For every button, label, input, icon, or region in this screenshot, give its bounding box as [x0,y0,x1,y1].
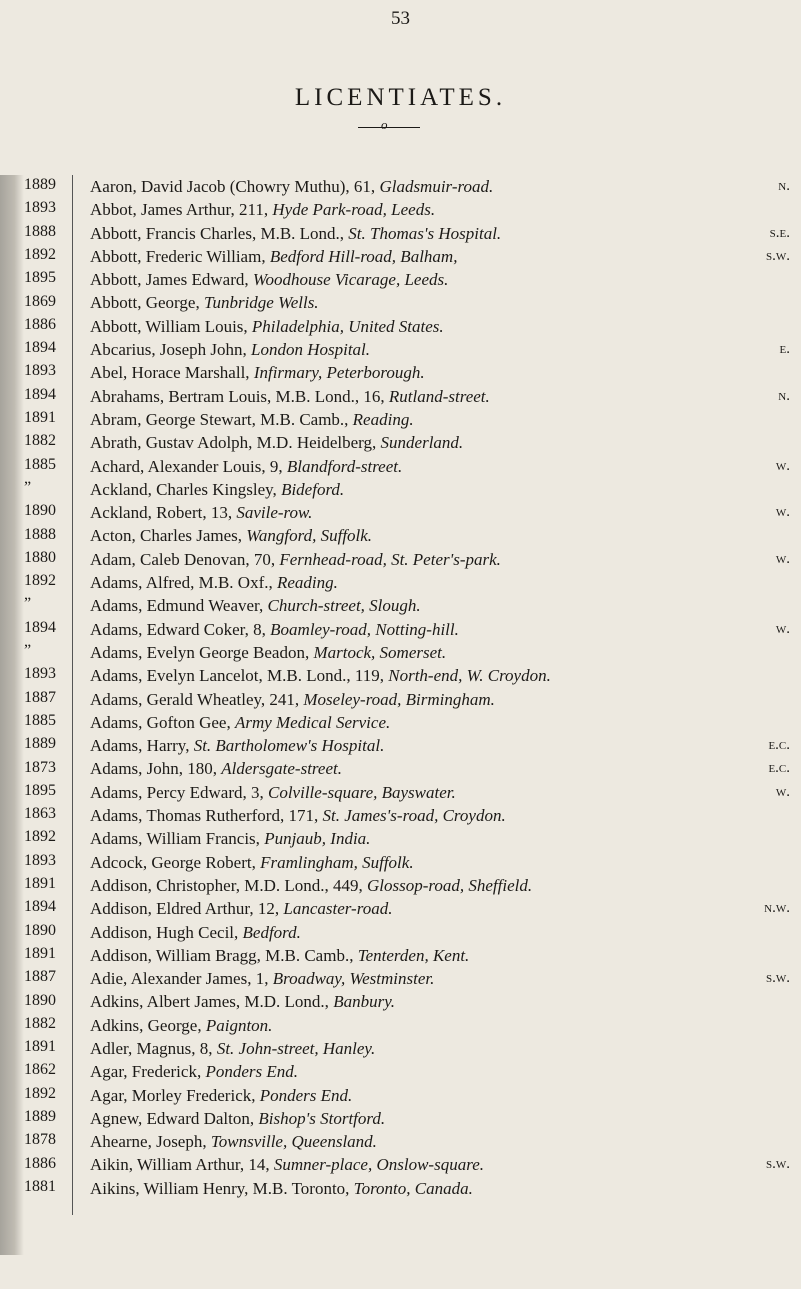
entry-name: Agar, Frederick, [90,1062,202,1082]
year-entry: ” [24,478,32,496]
list-item [90,1084,790,1107]
year-entry: 1887 [24,968,56,986]
list-item [90,431,790,454]
entry-district: e.c. [768,737,790,754]
list-item [90,734,790,757]
list-item [90,338,790,361]
entry-address: St. Bartholomew's Hospital. [193,736,385,756]
list-item [90,315,790,338]
entry-address: Boamley-road, Notting-hill. [270,619,459,639]
entry-district: s.e. [769,224,790,241]
entry-name: Abbott, Francis Charles, M.B. Lond., [90,223,345,243]
entry-name: Abbott, James Edward, [90,270,249,290]
list-item [90,548,790,571]
page-title: LICENTIATES. [294,84,507,111]
entry-address: Tenterden, Kent. [357,945,470,965]
entry-name: Abbott, Frederic William, [90,246,266,266]
list-item [90,781,790,804]
list-item [90,1037,790,1060]
year-entry: 1895 [24,269,56,287]
year-entry: 1890 [24,991,56,1009]
year-entry: 1888 [24,222,56,240]
entry-name: Aikin, William Arthur, 14, [90,1155,270,1175]
entry-address: Reading. [276,573,338,593]
entry-name: Adams, Thomas Rutherford, 171, [90,806,319,826]
entry-name: Adams, Evelyn Lancelot, M.B. Lond., 119, [90,666,384,686]
year-entry: 1863 [24,805,56,823]
year-entry: 1885 [24,455,56,473]
year-entry: 1891 [24,875,56,892]
entry-name: Abbot, James Arthur, 211, [90,200,269,220]
entry-address: Tunbridge Wells. [203,293,319,313]
year-entry: 1889 [24,176,56,193]
year-entry: 1890 [24,921,56,939]
entry-name: Addison, Christopher, M.D. Lond., 449, [90,875,363,895]
entry-address: Sumner-place, Onslow-square. [273,1155,484,1175]
entry-address: Martock, Somerset. [313,642,447,662]
entry-address: Lancaster-road. [283,899,393,919]
list-item [90,478,790,501]
entry-address: Bishop's Stortford. [258,1108,386,1128]
list-item [90,874,790,897]
year-entry: 1862 [24,1061,56,1079]
page-number: 53 [391,8,410,29]
list-item [90,990,790,1013]
year-entry: 1878 [24,1131,56,1149]
list-item [90,1014,790,1037]
entry-address: St. John-street, Hanley. [216,1038,376,1058]
entry-district: w. [775,620,790,637]
list-item [90,827,790,850]
year-entry: ” [24,595,32,613]
entry-name: Ackland, Charles Kingsley, [90,479,277,499]
entry-address: Glossop-road, Sheffield. [366,875,533,895]
list-item [90,594,790,617]
year-entry: 1893 [24,362,56,380]
list-item [90,222,790,245]
entry-address: Bideford. [281,479,345,499]
list-item [90,921,790,944]
entry-name: Ackland, Robert, 13, [90,503,233,523]
list-item [90,897,790,920]
entry-address: Aldersgate-street. [221,759,342,779]
entry-address: North-end, W. Croydon. [388,666,551,686]
entry-address: Sunderland. [380,433,464,453]
entry-address: Hyde Park-road, Leeds. [272,200,436,220]
list-item [90,291,790,314]
entry-address: Philadelphia, United States. [251,316,444,336]
year-entry: 1869 [24,292,56,310]
list-item [90,455,790,478]
year-entry: 1886 [24,315,56,333]
year-entry: 1894 [24,898,56,916]
list-item [90,1177,790,1200]
year-entry: 1887 [24,688,56,706]
entry-name: Aaron, David Jacob (Chowry Muthu), 61, [90,177,376,196]
year-entry: 1882 [24,432,56,450]
entry-district: w. [775,457,790,474]
list-item [90,944,790,967]
entry-district: n. [778,387,790,404]
entry-address: St. Thomas's Hospital. [348,223,502,243]
year-entry: 1893 [24,851,56,869]
entry-address: St. James's-road, Croydon. [322,806,506,826]
entry-name: Adler, Magnus, 8, [90,1038,213,1058]
entry-address: Infirmary, Peterborough. [253,363,425,383]
entry-name: Adams, Evelyn George Beadon, [90,642,310,662]
entry-district: e.c. [768,760,790,777]
entry-address: Savile-row. [236,503,313,523]
year-entry: 1889 [24,735,56,753]
entry-name: Adie, Alexander James, 1, [90,969,269,989]
entry-name: Adams, Percy Edward, 3, [90,782,264,802]
entry-address: Toronto, Canada. [353,1178,473,1198]
entry-district: s.w. [766,247,790,264]
entry-name: Adcock, George Robert, [90,852,256,872]
year-entry: 1892 [24,828,56,846]
list-item [90,757,790,780]
list-item [90,361,790,384]
list-item [90,524,790,547]
year-entry: 1885 [24,711,56,729]
entry-name: Achard, Alexander Louis, 9, [90,456,283,476]
entry-name: Addison, Hugh Cecil, [90,922,239,942]
list-item [90,245,790,268]
entry-name: Ahearne, Joseph, [90,1132,207,1152]
year-entry: 1880 [24,548,56,566]
list-item [90,385,790,408]
list-item [90,641,790,664]
year-entry: 1894 [24,385,56,403]
entry-name: Adams, William Francis, [90,829,260,849]
year-entry: 1895 [24,781,56,799]
year-entry: 1891 [24,409,56,426]
year-entry: 1891 [24,944,56,962]
entry-address: Wangford, Suffolk. [246,526,373,546]
entry-district: n. [778,178,790,194]
year-entry: 1893 [24,665,56,683]
year-entry: 1886 [24,1154,56,1172]
entry-district: s.w. [766,970,790,987]
year-entry: 1889 [24,1108,56,1125]
title-rule [358,127,420,128]
year-entry: 1888 [24,525,56,543]
year-entry: 1892 [24,572,56,590]
entry-name: Abbott, William Louis, [90,316,248,336]
entry-address: Rutland-street. [388,386,490,406]
list-item [90,175,790,198]
entry-address: Moseley-road, Birmingham. [303,689,495,709]
year-entry: 1891 [24,1038,56,1056]
title-ornament: o [381,117,388,132]
list-item [90,1060,790,1083]
entry-name: Adams, Gofton Gee, [90,712,231,732]
list-item [90,198,790,221]
entry-district: s.w. [766,1156,790,1173]
year-entry: 1892 [24,245,56,263]
binding-shadow [0,175,24,1255]
year-entry: 1894 [24,339,56,357]
entry-name: Adams, Edmund Weaver, [90,596,264,616]
entry-address: Reading. [352,409,414,429]
entry-name: Aikins, William Henry, M.B. Toronto, [90,1178,350,1198]
entry-address: Ponders End. [205,1062,298,1082]
entry-name: Adam, Caleb Denovan, 70, [90,549,276,569]
entry-name: Abcarius, Joseph John, [90,340,247,360]
year-entry: 1882 [24,1014,56,1032]
list-item [90,501,790,524]
list-item [90,967,790,990]
entry-name: Agnew, Edward Dalton, [90,1108,255,1128]
entry-address: Colville-square, Bayswater. [268,782,456,802]
entry-address: Woodhouse Vicarage, Leeds. [252,270,449,290]
entry-district: e. [779,341,790,358]
entry-district: n.w. [764,900,790,917]
year-entry: 1894 [24,618,56,636]
list-item [90,1130,790,1153]
list-item [90,268,790,291]
entry-name: Adams, Edward Coker, 8, [90,619,266,639]
entry-address: Townsville, Queensland. [210,1132,377,1152]
entry-district: w. [775,783,790,800]
entry-name: Addison, Eldred Arthur, 12, [90,899,280,919]
entry-name: Abel, Horace Marshall, [90,363,250,383]
entry-name: Abbott, George, [90,293,200,313]
list-item [90,804,790,827]
list-item [90,664,790,687]
entry-name: Adams, Harry, [90,736,190,756]
entry-address: Paignton. [205,1015,273,1035]
list-item [90,1153,790,1176]
list-item [90,711,790,734]
entry-address: Punjaub, India. [264,829,371,849]
entry-address: Framlingham, Suffolk. [260,852,414,872]
list-item [90,688,790,711]
entry-district: w. [775,504,790,521]
entry-name: Adkins, Albert James, M.D. Lond., [90,992,329,1012]
entry-name: Adams, Alfred, M.B. Oxf., [90,573,273,593]
entry-address: Church-street, Slough. [267,596,421,616]
year-column [0,175,73,1215]
list-item [90,851,790,874]
entry-name: Abrath, Gustav Adolph, M.D. Heidelberg, [90,433,377,453]
list-item [90,571,790,594]
entry-address: Army Medical Service. [234,712,391,732]
list-item [90,618,790,641]
entry-district: w. [775,550,790,567]
licentiate-list [90,175,790,1200]
entry-address: Broadway, Westminster. [272,969,435,989]
entry-address: Banbury. [333,992,396,1012]
entry-name: Abram, George Stewart, M.B. Camb., [90,409,349,429]
list-item [90,408,790,431]
entry-name: Acton, Charles James, [90,526,243,546]
entry-name: Agar, Morley Frederick, [90,1085,256,1105]
list-item [90,1107,790,1130]
year-entry: 1893 [24,199,56,217]
entry-address: Bedford. [242,922,301,942]
entry-address: Fernhead-road, St. Peter's-park. [279,549,501,569]
entry-address: Bedford Hill-road, Balham, [269,246,458,266]
entry-name: Adams, John, 180, [90,759,218,779]
entry-address: Gladsmuir-road. [379,177,494,196]
year-entry: 1892 [24,1084,56,1102]
entry-name: Addison, William Bragg, M.B. Camb., [90,945,354,965]
entry-address: Blandford-street. [286,456,403,476]
entry-name: Abrahams, Bertram Louis, M.B. Lond., 16, [90,386,385,406]
entry-name: Adkins, George, [90,1015,202,1035]
year-entry: ” [24,642,32,659]
entry-address: London Hospital. [251,340,371,360]
entry-address: Ponders End. [259,1085,353,1105]
entry-name: Adams, Gerald Wheatley, 241, [90,689,300,709]
year-entry: 1873 [24,758,56,776]
year-entry: 1881 [24,1177,56,1195]
year-entry: 1890 [24,502,56,520]
